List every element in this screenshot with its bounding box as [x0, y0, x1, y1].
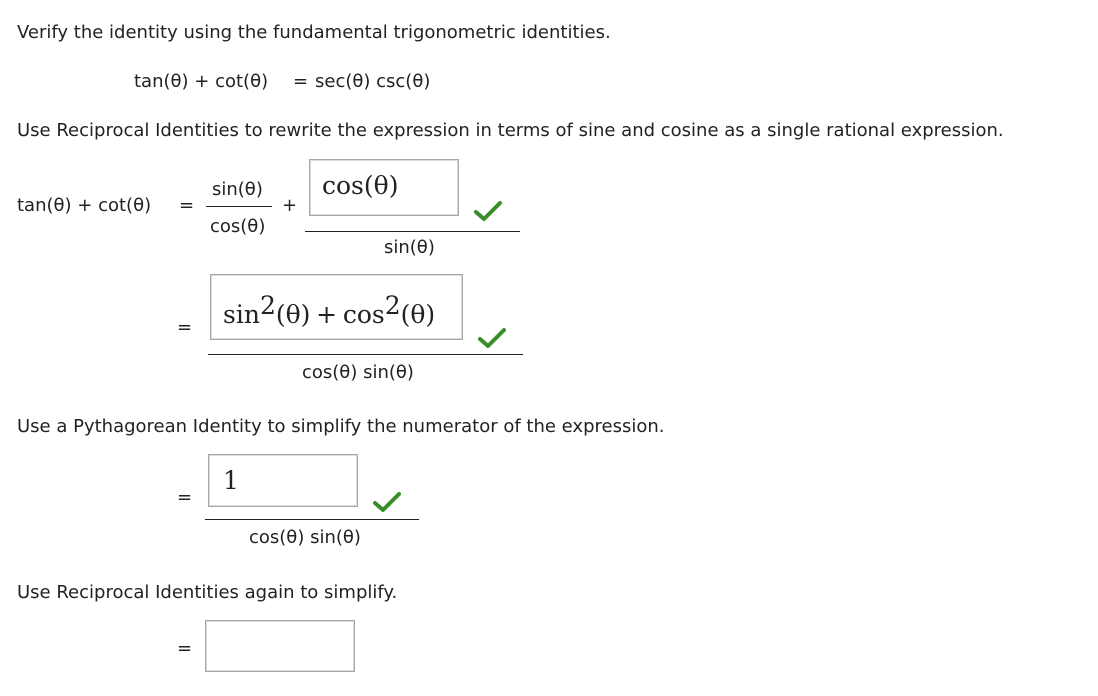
step2-answer-sin-argument: (θ): [275, 300, 311, 329]
step1-small-fraction-bar: [206, 206, 272, 207]
step2-equals: =: [177, 317, 193, 338]
step1-answer-input[interactable]: [309, 159, 459, 216]
step1-denominator: sin(θ): [384, 237, 435, 258]
step2-answer-input[interactable]: [210, 274, 463, 340]
step2-answer-plus: +: [316, 300, 338, 329]
step1-equals: =: [179, 195, 195, 216]
step3-answer-input[interactable]: [208, 454, 358, 507]
step1-lhs: tan(θ) + cot(θ): [17, 195, 152, 216]
identity-lhs: tan(θ) + cot(θ): [134, 71, 269, 92]
step1-fraction-bar: [305, 231, 520, 232]
step2-answer-cos-exponent: 2: [384, 291, 401, 320]
step4-answer-input[interactable]: [205, 620, 355, 672]
step1-answer-argument: (θ): [363, 171, 399, 200]
step3-prompt: Use a Pythagorean Identity to simplify the numerator of the expression.: [17, 416, 665, 437]
step3-equals: =: [177, 487, 193, 508]
check-icon: [478, 327, 506, 349]
step1-small-numerator: sin(θ): [212, 179, 263, 200]
step3-fraction-bar: [205, 519, 419, 520]
check-icon: [373, 491, 401, 513]
step2-answer-cos: cos: [342, 300, 385, 329]
step4-prompt: Use Reciprocal Identities again to simplify.: [17, 582, 398, 603]
step1-prompt: Use Reciprocal Identities to rewrite the expression in terms of sine and cosine as a single rational expression.: [17, 120, 1004, 141]
step2-answer-sin-exponent: 2: [259, 291, 276, 320]
step1-small-denominator: cos(θ): [210, 216, 266, 237]
step4-equals: =: [177, 638, 193, 659]
step2-answer-sin: sin: [223, 300, 260, 329]
step2-fraction-bar: [208, 354, 523, 355]
identity-equals: =: [293, 71, 309, 92]
step2-answer-cos-argument: (θ): [400, 300, 436, 329]
identity-rhs: sec(θ) csc(θ): [315, 71, 431, 92]
instruction-text: Verify the identity using the fundamental trigonometric identities.: [17, 22, 611, 43]
step3-answer-value: 1: [223, 466, 239, 495]
step1-plus: +: [282, 195, 298, 216]
step3-denominator: cos(θ) sin(θ): [249, 527, 361, 548]
check-icon: [474, 200, 502, 222]
step1-answer-function: cos: [322, 171, 364, 200]
step2-denominator: cos(θ) sin(θ): [302, 362, 414, 383]
